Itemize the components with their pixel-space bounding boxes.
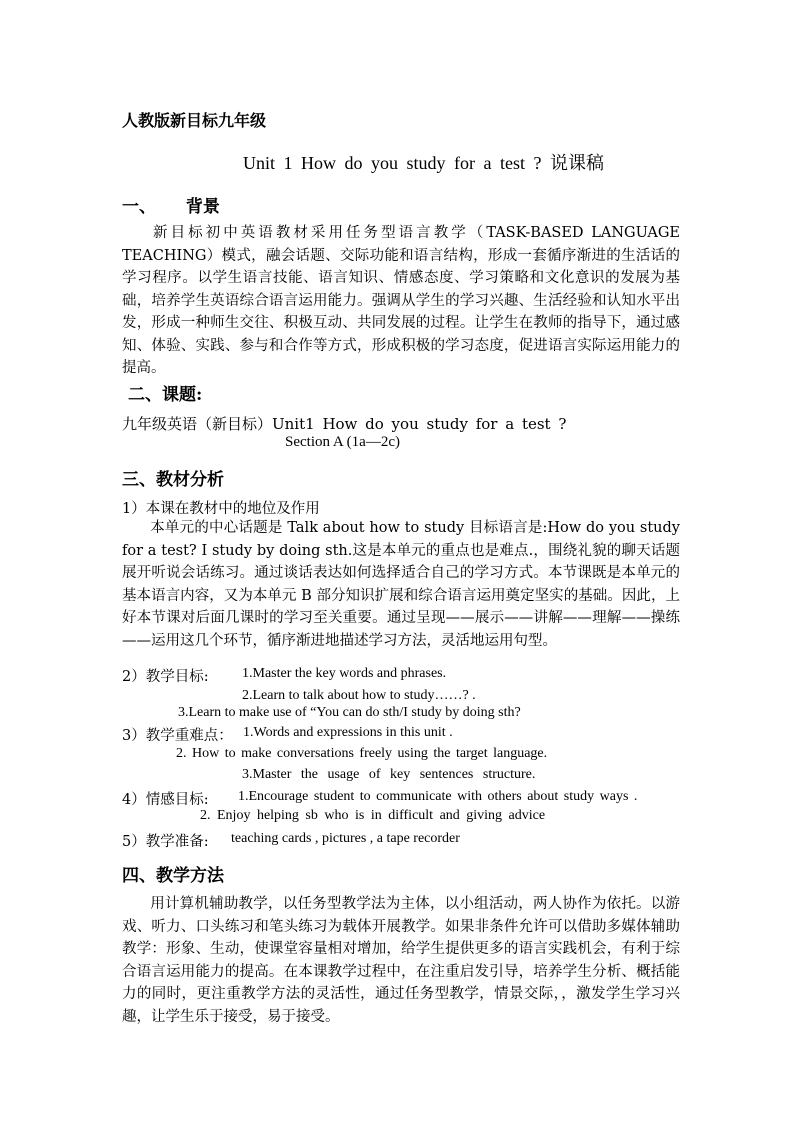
emotion-goal-2: 2. Enjoy helping sb who is in difficult and giving advice [200,808,546,823]
goal-3: 3.Learn to make use of “You can do sth/I study by doing sth? [178,705,521,720]
emotion-label: 4）情感目标: [122,792,209,808]
key-point-2: 2. How to make conversations freely using the target language. [176,746,548,761]
section-4-heading: 四、教学方法 [122,866,224,886]
key-points-label: 3）教学重难点： [122,728,233,744]
key-point-1: 1.Words and expressions in this unit . [243,725,453,740]
topic-line-1: 九年级英语（新目标）Unit1 How do you study for a test ? [122,415,567,433]
key-point-3: 3.Master the usage of key sentences structure. [242,767,536,782]
method-paragraph [122,893,680,1028]
section-2-heading: 二、课题: [128,385,203,405]
background-text: 新目标初中英语教材采用任务型语言教学（TASK-BASED LANGUAGE TEACHING）模式，融会话题、交际功能和语言结构，形成一套循序渐进的生活话的学习程序。以学生语言技能、语言知识、情感态度、学习策略和文化意识的发展为基础，培养学生英语综合语言运用能力。强调从学生的学习兴趣、生活经验和认知水平出发，形成一种师生交往、积极互动、共同发展的过程。让学生在教师的指导下，通过感知、体验、实践、参与和合作等方式，形成积极的学习态度，促进语言实际运用能力的提高。 [122,225,680,376]
emotion-goal-1: 1.Encourage student to communicate with others about study ways . [238,789,638,804]
section-3-heading: 三、教材分析 [122,470,224,490]
section-1-number: 一、 [122,197,156,217]
topic-line-2: Section A (1a—2c) [285,434,400,450]
goal-1: 1.Master the key words and phrases. [242,666,447,681]
background-paragraph [122,222,680,380]
preparation-text: teaching cards , pictures , a tape recorder [231,831,460,846]
unit-title: Unit 1 How do you study for a test ? 说课稿 [243,153,604,173]
goal-2: 2.Learn to talk about how to study……? . [242,688,476,703]
method-text: 用计算机辅助教学，以任务型教学法为主体，以小组活动，两人协作为依托。以游戏、听力、口头练习和笔头练习为载体开展教学。如果非条件允许可以借助多媒体辅助教学：形象、生动，使课堂容量相对增加，给学生提供更多的语言实践机会，有利于综合语言运用能力的提高。在本课教学过程中，在注重启发引导，培养学生分析、概括能力的同时，更注重教学方法的灵活性，通过任务型教学，情景交际，，激发学生学习兴趣，让学生乐于接受，易于接受。 [122,896,680,1025]
goals-label: 2）教学目标: [122,669,209,685]
analysis-text: 本单元的中心话题是 Talk about how to study 目标语言是:How do you study for a test? I study by doing sth.这是本单元的重点也是难点.，围绕礼貌的聊天话题展开听说会话练习。通过谈话表达如何选择适合自己的学习方式。本节课既是本单元的基本语言内容，又为本单元 B 部分知识扩展和综合语言运用奠定坚实的基础。因此，上好本节课对后面几课时的学习至关重要。通过呈现——展示——讲解——理解——操练——运用这几个环节，循序渐进地描述学习方法，灵活地运用句型。 [122,520,680,649]
analysis-paragraph [122,517,680,652]
edition-line: 人教版新目标九年级 [122,111,267,130]
section-1-title: 背景 [185,197,220,217]
subsection-1-heading: 1）本课在教材中的地位及作用 [122,501,320,517]
preparation-label: 5）教学准备: [122,834,209,850]
section-1-heading [122,192,220,217]
